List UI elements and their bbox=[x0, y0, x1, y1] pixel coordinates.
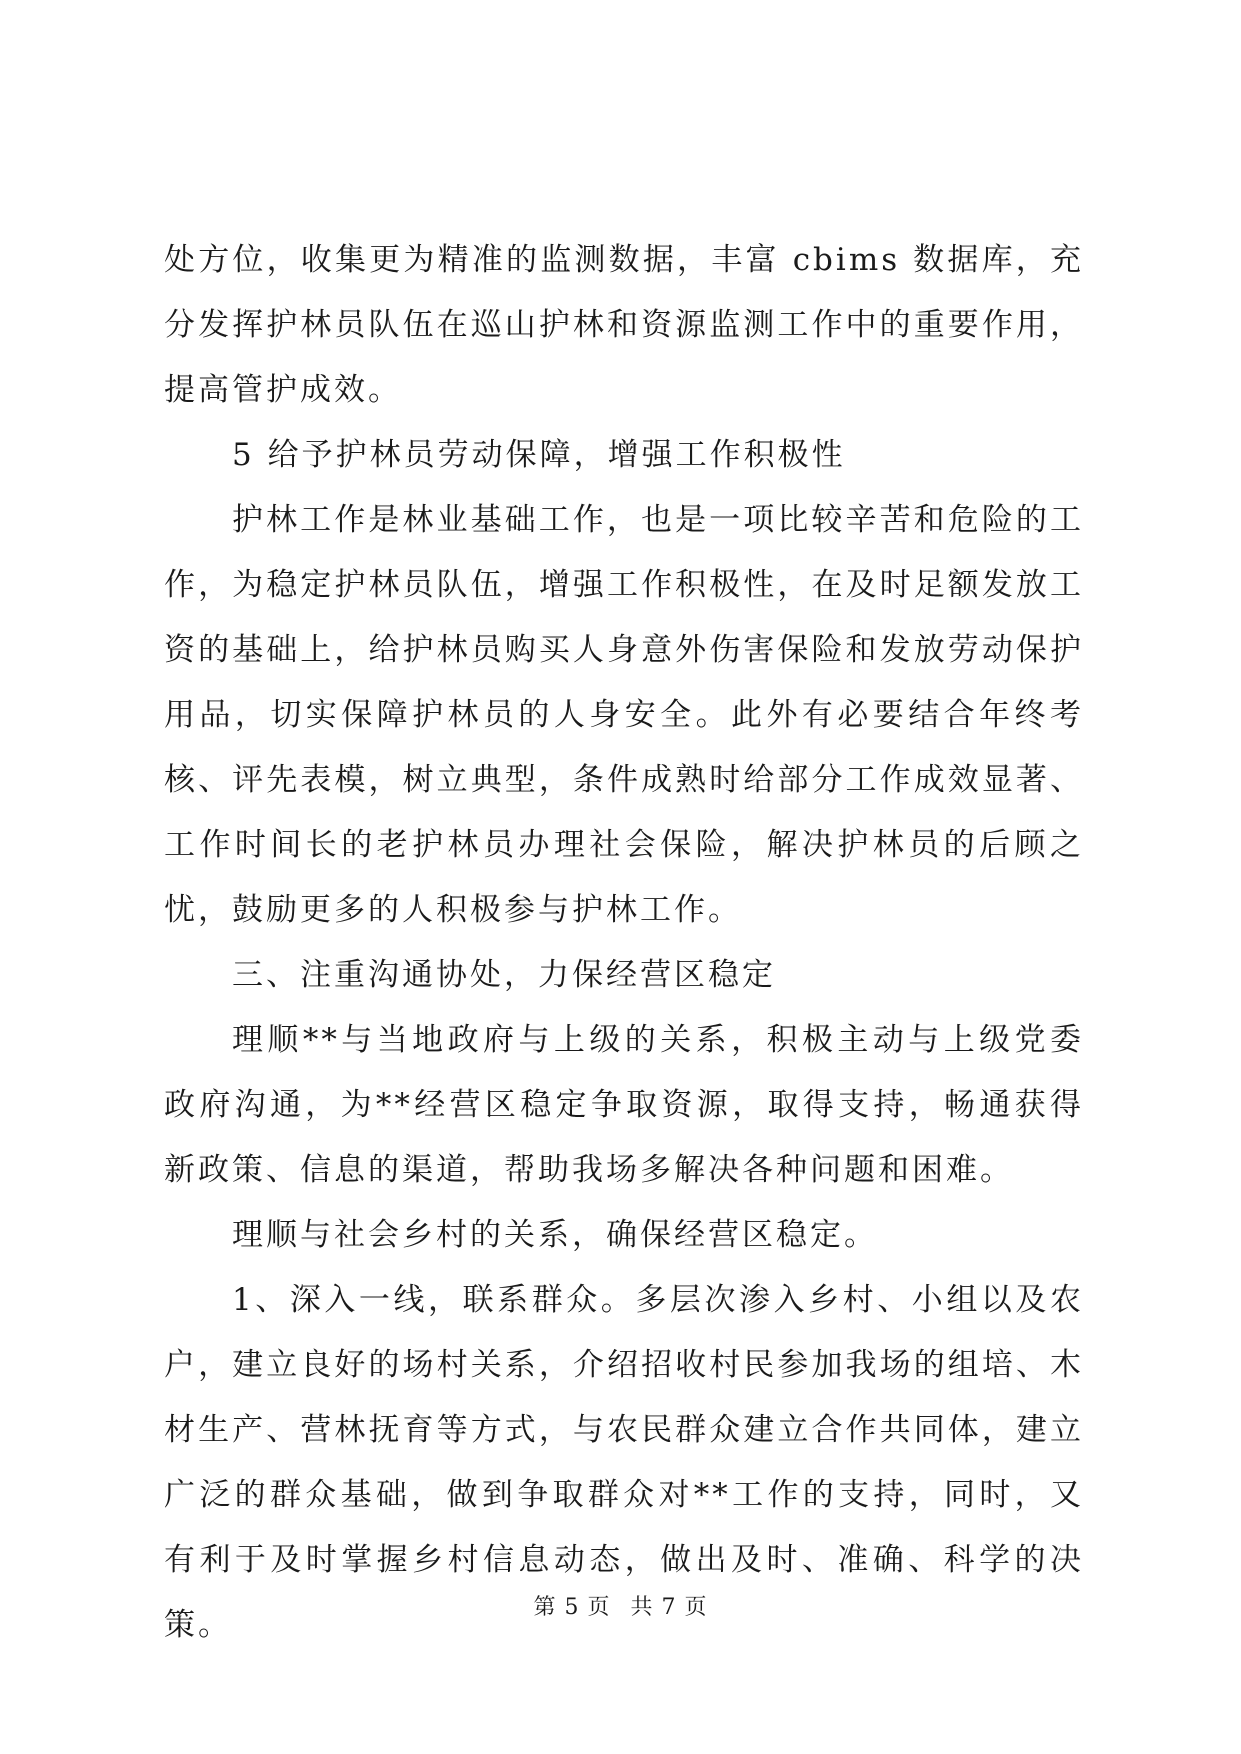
paragraph-government-relations: 理顺**与当地政府与上级的关系，积极主动与上级党委政府沟通，为**经营区稳定争取资源，取得支持，畅通获得新政策、信息的渠道，帮助我场多解决各种问题和困难。 bbox=[164, 1022, 1084, 1188]
page-total: 共 7 页 bbox=[630, 1595, 708, 1620]
section-heading-communication: 三、注重沟通协处，力保经营区稳定 bbox=[232, 957, 776, 993]
section-heading-labor-protection: 5 给予护林员劳动保障，增强工作积极性 bbox=[232, 437, 846, 473]
page-number: 第 5 页 bbox=[533, 1595, 611, 1620]
paragraph-village-relations: 理顺与社会乡村的关系，确保经营区稳定。 bbox=[232, 1217, 878, 1253]
paragraph-labor-protection: 护林工作是林业基础工作，也是一项比较辛苦和危险的工作，为稳定护林员队伍，增强工作积极性，在及时足额发放工资的基础上，给护林员购买人身意外伤害保险和发放劳动保护用品，切实保障护林员的人身安全。此外有必要结合年终考核、评先表模，树立典型，条件成熟时给部分工作成效显著、工作时间长的老护林员办理社会保险，解决护林员的后顾之忧，鼓励更多的人积极参与护林工作。 bbox=[164, 502, 1084, 928]
paragraph-grassroots: 1、深入一线，联系群众。多层次渗入乡村、小组以及农户，建立良好的场村关系，介绍招收村民参加我场的组培、木材生产、营林抚育等方式，与农民群众建立合作共同体，建立广泛的群众基础，做到争取群众对**工作的支持，同时，又有利于及时掌握乡村信息动态，做出及时、准确、科学的决策。 bbox=[164, 1282, 1084, 1643]
paragraph-continuation: 处方位，收集更为精准的监测数据，丰富 cbims 数据库，充分发挥护林员队伍在巡山护林和资源监测工作中的重要作用，提高管护成效。 bbox=[164, 242, 1084, 408]
document-body bbox=[164, 228, 1084, 1658]
page-footer bbox=[0, 1590, 1241, 1621]
